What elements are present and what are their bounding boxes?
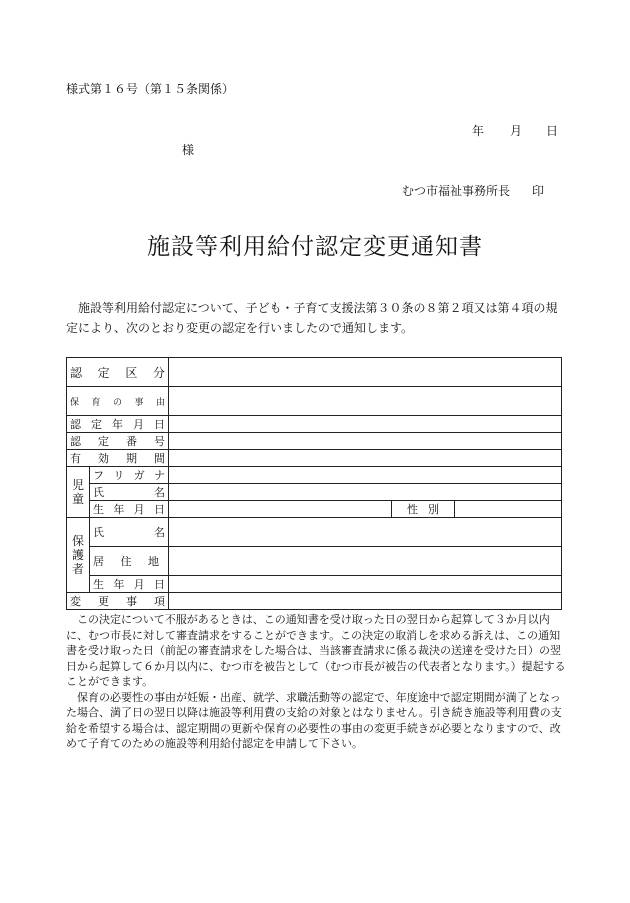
date-month: 月	[510, 124, 523, 138]
label-child-name: 氏 名	[90, 484, 169, 501]
label-gender: 性 別	[392, 501, 455, 518]
row-address	[67, 547, 562, 576]
value-furigana[interactable]	[169, 467, 562, 484]
label-child-birth: 生 年 月 日	[90, 501, 169, 518]
certification-table	[66, 357, 562, 610]
label-nintei-kubun: 認 定 区 分	[67, 358, 169, 387]
label-guardian-birth: 生 年 月 日	[90, 576, 169, 593]
label-nintei-number: 認 定 番 号	[67, 433, 169, 450]
issuer-name: むつ市福祉事務所長	[402, 184, 511, 198]
seal-mark: 印	[532, 184, 545, 198]
document-title: 施設等利用給付認定変更通知書	[147, 234, 483, 260]
notes-appeal: この決定について不服があるときは、この通知書を受け取った日の翌日から起算して３か月以内に、むつ市長に対して審査請求をすることができます。この決定の取消しを求める訴えは、この通知書を受け取った日（前記の審査請求をした場合は、当該審査請求に係る裁決の送達を受けた日）の翌日から起算して６か月以内に、むつ市を被告として（むつ市長が被告の代表者となります。）提起することができます。	[66, 613, 566, 688]
label-furigana: フ リ ガ ナ	[90, 467, 169, 484]
label-change-items: 変 更 事 項	[67, 593, 169, 610]
label-address: 居 住 地	[90, 547, 169, 576]
row-child-name	[67, 484, 562, 501]
date-day: 日	[546, 124, 559, 138]
date-year: 年	[472, 124, 485, 138]
row-guardian-name	[67, 518, 562, 547]
value-child-name[interactable]	[169, 484, 562, 501]
label-guardian-name: 氏 名	[90, 518, 169, 547]
value-nintei-number[interactable]	[169, 433, 562, 450]
row-furigana	[67, 467, 562, 484]
label-yuko-kikan: 有 効 期 間	[67, 450, 169, 467]
date-line	[472, 122, 558, 139]
label-child-group: 児童	[67, 467, 90, 518]
label-guardian-group: 保護者	[67, 518, 90, 593]
notes-expiry: 保育の必要性の事由が妊娠・出産、就学、求職活動等の認定で、年度途中で認定期間が満了となった場合、満了日の翌日以降は施設等利用費の支給の対象とはなりません。引き続き施設等利用費の支給を希望する場合は、認定期間の更新や保育の必要性の事由の変更手続きが必要となりますので、改めて子育てのための施設等利用給付認定を申請して下さい。	[66, 690, 562, 750]
value-yuko-kikan[interactable]	[169, 450, 562, 467]
value-hoiku-jiyu[interactable]	[169, 387, 562, 416]
form-number: 様式第１６号（第１５条関係）	[66, 82, 235, 96]
value-address[interactable]	[169, 547, 562, 576]
row-nintei-number	[67, 433, 562, 450]
notes-section	[66, 612, 566, 752]
value-nintei-kubun[interactable]	[169, 358, 562, 387]
row-nintei-kubun	[67, 358, 562, 387]
value-change-items[interactable]	[169, 593, 562, 610]
row-guardian-birth	[67, 576, 562, 593]
issuer-line	[402, 182, 544, 199]
intro-text: 施設等利用給付認定について、子ども・子育て支援法第３０条の８第２項又は第４項の規定により、次のとおり変更の認定を行いましたので通知します。	[66, 301, 558, 335]
value-child-birth[interactable]	[169, 501, 392, 518]
addressee-suffix: 様	[182, 143, 195, 157]
intro-paragraph	[66, 298, 566, 338]
row-nintei-date	[67, 416, 562, 433]
value-guardian-name[interactable]	[169, 518, 562, 547]
label-nintei-date: 認 定 年 月 日	[67, 416, 169, 433]
label-hoiku-jiyu: 保 育 の 事 由	[67, 387, 169, 416]
row-hoiku-jiyu	[67, 387, 562, 416]
value-guardian-birth[interactable]	[169, 576, 562, 593]
row-change-items	[67, 593, 562, 610]
row-child-birth	[67, 501, 562, 518]
row-yuko-kikan	[67, 450, 562, 467]
value-nintei-date[interactable]	[169, 416, 562, 433]
value-gender[interactable]	[455, 501, 562, 518]
